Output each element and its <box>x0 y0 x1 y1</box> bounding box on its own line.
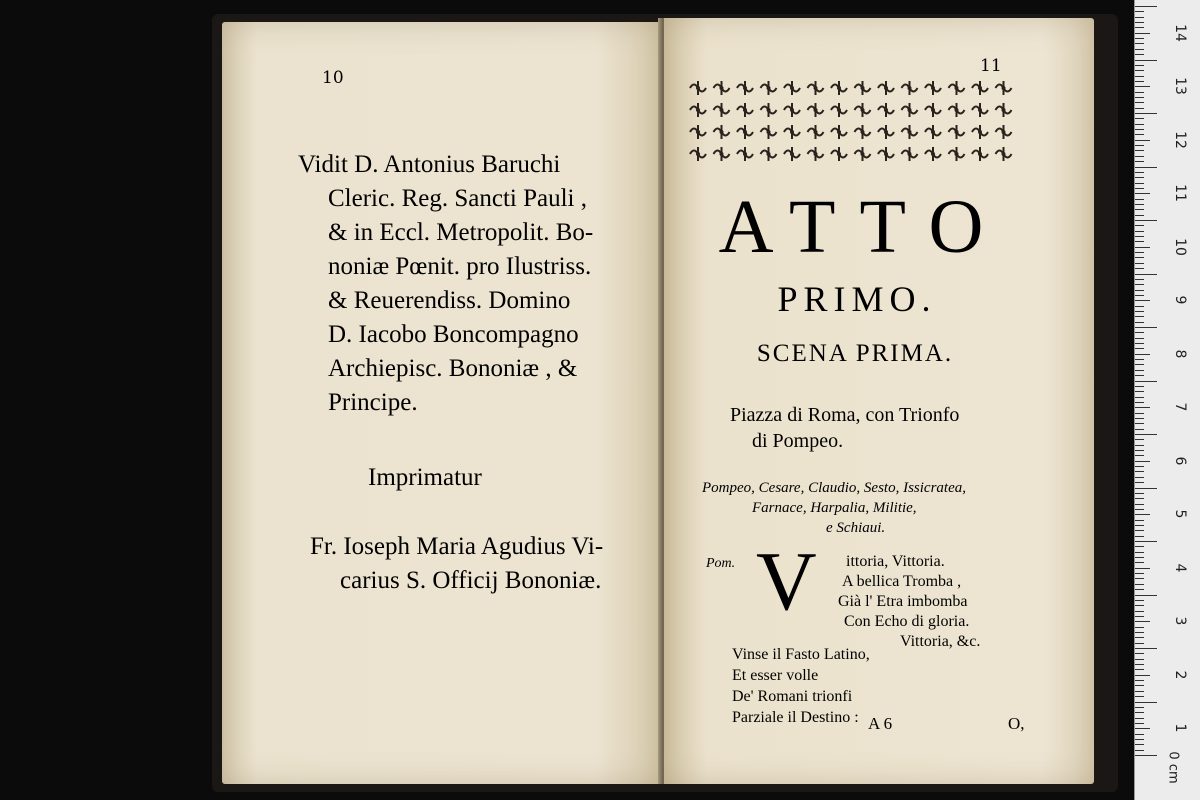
ruler-tick <box>1135 536 1144 537</box>
ruler-tick <box>1135 220 1157 221</box>
ruler-tick <box>1135 504 1144 505</box>
ruler-tick <box>1135 316 1144 317</box>
fleuron-dot <box>837 130 841 134</box>
page-number-right: 11 <box>980 56 1002 76</box>
ruler-tick <box>1135 498 1144 499</box>
ruler-tick <box>1135 702 1157 703</box>
fleuron-dot <box>1002 86 1006 90</box>
ruler-tick <box>1135 573 1144 574</box>
ruler-tick <box>1135 685 1144 686</box>
ruler-tick <box>1135 418 1144 419</box>
ruler-tick <box>1135 397 1144 398</box>
drop-cap: V <box>756 535 817 628</box>
approbation-line: Archiepisc. Bononiæ , & <box>328 355 578 382</box>
fleuron-dot <box>837 108 841 112</box>
ruler-label: 4 <box>1172 563 1188 573</box>
fleuron-dot <box>1002 130 1006 134</box>
ruler-tick <box>1135 370 1144 371</box>
act-title: ATTO <box>718 185 1008 269</box>
ruler-tick <box>1135 338 1144 339</box>
verse-line: ittoria, Vittoria. <box>846 553 945 570</box>
fleuron-dot <box>743 86 747 90</box>
ruler-tick <box>1135 750 1144 751</box>
ruler-tick <box>1135 664 1144 665</box>
ruler-tick <box>1135 359 1144 360</box>
ruler-tick <box>1135 183 1144 184</box>
ruler-tick <box>1135 124 1144 125</box>
ruler-label: 14 <box>1172 23 1188 42</box>
verse-line: Vinse il Fasto Latino, <box>732 646 870 663</box>
fleuron-dot <box>720 108 724 112</box>
ruler-tick <box>1135 76 1144 77</box>
verse-stanza-1 <box>838 552 980 652</box>
ruler-tick <box>1135 429 1144 430</box>
fleuron-dot <box>767 86 771 90</box>
ruler-tick <box>1135 86 1150 87</box>
ruler-tick <box>1135 306 1144 307</box>
ruler-tick <box>1135 627 1144 628</box>
ruler-tick <box>1135 616 1144 617</box>
imprimatur-heading: Imprimatur <box>368 464 482 491</box>
fleuron-dot <box>955 108 959 112</box>
ruler-tick <box>1135 300 1150 301</box>
ruler-tick <box>1135 632 1144 633</box>
ruler-tick <box>1135 471 1144 472</box>
ruler-tick <box>1135 49 1144 50</box>
speaker-label: Pom. <box>706 556 736 571</box>
fleuron-dot <box>720 130 724 134</box>
approbation-line: Vidit D. Antonius Baruchi <box>298 151 561 178</box>
ruler-tick <box>1135 54 1144 55</box>
fleuron-dot <box>696 108 700 112</box>
fleuron-dot <box>861 108 865 112</box>
ruler-tick <box>1135 327 1157 328</box>
ruler-tick <box>1135 434 1157 435</box>
ruler-tick <box>1135 488 1157 489</box>
fleuron-dot <box>908 108 912 112</box>
ruler-tick <box>1135 386 1144 387</box>
fleuron-dot <box>884 152 888 156</box>
ruler-tick <box>1135 113 1157 114</box>
ruler-tick <box>1135 27 1144 28</box>
ruler-tick <box>1135 284 1144 285</box>
ruler-tick <box>1135 578 1144 579</box>
fleuron-dot <box>696 152 700 156</box>
ruler-tick <box>1135 225 1144 226</box>
verse-line: Già l' Etra imbomba <box>838 593 968 610</box>
ruler-tick <box>1135 33 1150 34</box>
fleuron-dot <box>931 152 935 156</box>
fleuron-dot <box>743 130 747 134</box>
ruler-tick <box>1135 290 1144 291</box>
ruler-label: 6 <box>1172 456 1188 466</box>
ruler-tick <box>1135 691 1144 692</box>
fleuron-dot <box>955 152 959 156</box>
ruler-tick <box>1135 402 1144 403</box>
ruler-tick <box>1135 150 1144 151</box>
ruler-tick <box>1135 728 1150 729</box>
approbation-line: Principe. <box>328 389 418 416</box>
ruler-tick <box>1135 744 1144 745</box>
ruler-tick <box>1135 723 1144 724</box>
ruler-label: 5 <box>1172 509 1188 519</box>
ruler-tick <box>1135 145 1144 146</box>
approbation-line: Cleric. Reg. Sancti Pauli , <box>328 185 587 212</box>
ruler-label: 7 <box>1172 402 1188 412</box>
ruler-tick <box>1135 102 1144 103</box>
ruler-tick <box>1135 43 1144 44</box>
fleuron-dot <box>767 108 771 112</box>
ruler-tick <box>1135 680 1144 681</box>
ruler-tick <box>1135 38 1144 39</box>
ruler-tick <box>1135 257 1144 258</box>
fleuron-dot <box>884 108 888 112</box>
ruler-tick <box>1135 11 1144 12</box>
setting-line: Piazza di Roma, con Trionfo <box>730 404 960 426</box>
scene-title: SCENA PRIMA. <box>756 340 954 367</box>
fleuron-dot <box>931 130 935 134</box>
fleuron-dot <box>814 130 818 134</box>
page-number-left: 10 <box>322 68 344 88</box>
ruler-tick <box>1135 177 1144 178</box>
ruler-tick <box>1135 739 1144 740</box>
ruler-tick <box>1135 445 1144 446</box>
ruler-tick <box>1135 621 1150 622</box>
ruler-tick <box>1135 493 1144 494</box>
ruler-tick <box>1135 108 1144 109</box>
approbation-text <box>298 148 593 420</box>
verse-line: Parziale il Destino : <box>732 709 859 726</box>
fleuron-dot <box>908 86 912 90</box>
ruler-tick <box>1135 734 1144 735</box>
ruler-tick <box>1135 659 1144 660</box>
ruler-tick <box>1135 322 1144 323</box>
cast-line: e Schiaui. <box>826 520 886 536</box>
fleuron-dot <box>696 86 700 90</box>
ruler-tick <box>1135 391 1144 392</box>
ruler-tick <box>1135 541 1157 542</box>
ruler-tick <box>1135 193 1150 194</box>
ruler-tick <box>1135 589 1144 590</box>
ruler-tick <box>1135 268 1144 269</box>
approbation-line: noniæ Pœnit. pro Ilustriss. <box>328 253 592 280</box>
ruler-tick <box>1135 140 1150 141</box>
ruler-tick <box>1135 129 1144 130</box>
ruler-tick <box>1135 263 1144 264</box>
ruler-tick <box>1135 568 1150 569</box>
ruler-tick <box>1135 381 1157 382</box>
fleuron-dot <box>743 108 747 112</box>
ruler-tick <box>1135 311 1144 312</box>
ruler-tick <box>1135 466 1144 467</box>
ruler-tick <box>1135 348 1144 349</box>
ruler-tick <box>1135 17 1144 18</box>
ruler-tick <box>1135 643 1144 644</box>
ruler-tick <box>1135 407 1150 408</box>
ruler-tick <box>1135 92 1144 93</box>
ruler-tick <box>1135 423 1144 424</box>
printer-signature-mark: A 6 <box>868 714 893 733</box>
fleuron-dot <box>814 108 818 112</box>
fleuron-dot <box>1002 108 1006 112</box>
fleuron-dot <box>767 152 771 156</box>
ruler-label: 9 <box>1172 295 1188 305</box>
verse-stanza-2 <box>732 644 870 728</box>
ruler-tick <box>1135 637 1144 638</box>
ruler-tick <box>1135 455 1144 456</box>
ruler-tick <box>1135 241 1144 242</box>
cast-list <box>702 478 1042 538</box>
verse-line: Et esser volle <box>732 667 819 684</box>
ruler-tick <box>1135 60 1157 61</box>
ruler-tick <box>1135 247 1150 248</box>
ruler-tick <box>1135 97 1144 98</box>
ruler-tick <box>1135 557 1144 558</box>
fleuron-dot <box>978 86 982 90</box>
ruler-tick <box>1135 450 1144 451</box>
ruler-tick <box>1135 755 1157 756</box>
ruler-tick <box>1135 600 1144 601</box>
ruler-tick <box>1135 509 1144 510</box>
fleuron-dot <box>978 108 982 112</box>
ruler-tick <box>1135 552 1144 553</box>
ruler-tick <box>1135 707 1144 708</box>
fleuron-dot <box>861 86 865 90</box>
verse-line: Con Echo di gloria. <box>844 613 970 630</box>
fleuron-dot <box>720 152 724 156</box>
ruler-tick <box>1135 364 1144 365</box>
ruler-label: 13 <box>1172 77 1188 96</box>
ruler-tick <box>1135 279 1144 280</box>
ruler-tick <box>1135 611 1144 612</box>
ruler-label: 12 <box>1172 130 1188 149</box>
ruler-tick <box>1135 712 1144 713</box>
ruler-tick <box>1135 525 1144 526</box>
ruler-tick <box>1135 530 1144 531</box>
ruler-tick <box>1135 231 1144 232</box>
ruler-label: 3 <box>1172 616 1188 626</box>
ruler-tick <box>1135 209 1144 210</box>
ruler-tick <box>1135 134 1144 135</box>
ruler-label: 1 <box>1172 723 1188 733</box>
fleuron-dot <box>767 130 771 134</box>
ruler-tick <box>1135 343 1144 344</box>
signature-line: carius S. Officij Bononiæ. <box>340 567 602 594</box>
fleuron-dot <box>861 130 865 134</box>
ruler-tick <box>1135 413 1144 414</box>
imprimatur-signature <box>310 530 603 598</box>
ruler-tick <box>1135 546 1144 547</box>
fleuron-dot <box>814 86 818 90</box>
ruler-tick <box>1135 482 1144 483</box>
fleuron-dot <box>908 152 912 156</box>
approbation-line: & Reuerendiss. Domino <box>328 287 571 314</box>
fleuron-dot <box>814 152 818 156</box>
ruler-tick <box>1135 236 1144 237</box>
ruler-tick <box>1135 375 1144 376</box>
ruler-tick <box>1135 172 1144 173</box>
fleuron-dot <box>837 86 841 90</box>
ruler-tick <box>1135 696 1144 697</box>
ruler-tick <box>1135 204 1144 205</box>
ruler-tick <box>1135 274 1157 275</box>
ruler-tick <box>1135 354 1150 355</box>
ruler-tick <box>1135 70 1144 71</box>
fleuron-dot <box>790 130 794 134</box>
ruler-tick <box>1135 605 1144 606</box>
scene-setting <box>730 402 1010 454</box>
fleuron-dot <box>743 152 747 156</box>
ruler-tick <box>1135 669 1144 670</box>
approbation-line: & in Eccl. Metropolit. Bo- <box>328 219 594 246</box>
fleuron-dot <box>955 130 959 134</box>
ruler-tick <box>1135 514 1150 515</box>
verse-line: De' Romani trionfi <box>732 688 853 705</box>
fleuron-dot <box>908 130 912 134</box>
fleuron-dot <box>931 108 935 112</box>
cast-line: Pompeo, Cesare, Claudio, Sesto, Issicratea, <box>702 480 967 496</box>
cast-line: Farnace, Harpalia, Militie, <box>752 500 917 516</box>
ruler-tick <box>1135 295 1144 296</box>
fleuron-dot <box>884 86 888 90</box>
fleuron-dot <box>955 86 959 90</box>
ruler-label: 10 <box>1172 237 1188 256</box>
ruler-label: 8 <box>1172 349 1188 359</box>
ruler-tick <box>1135 65 1144 66</box>
verse-line: A bellica Tromba , <box>842 573 962 590</box>
setting-line: di Pompeo. <box>752 430 844 452</box>
ruler-tick <box>1135 118 1144 119</box>
ruler-tick <box>1135 81 1144 82</box>
ruler-tick <box>1135 595 1157 596</box>
ruler-tick <box>1135 461 1150 462</box>
fleuron-dot <box>978 130 982 134</box>
ruler-label: 11 <box>1172 184 1188 203</box>
fleuron-dot <box>861 152 865 156</box>
fleuron-dot <box>837 152 841 156</box>
ruler-tick <box>1135 584 1144 585</box>
fleuron-dot <box>1002 152 1006 156</box>
ornamental-header-band <box>688 76 1022 166</box>
fleuron-dot <box>696 130 700 134</box>
ruler-tick <box>1135 156 1144 157</box>
fleuron-dot <box>931 86 935 90</box>
signature-line: Fr. Ioseph Maria Agudius Vi- <box>310 533 604 560</box>
ruler-tick <box>1135 520 1144 521</box>
measurement-ruler <box>1134 0 1200 800</box>
ruler-tick <box>1135 653 1144 654</box>
fleuron-dot <box>720 86 724 90</box>
fleuron-dot <box>790 152 794 156</box>
ruler-tick <box>1135 188 1144 189</box>
catchword: O, <box>1008 714 1025 733</box>
ruler-tick <box>1135 477 1144 478</box>
verse-line: Vittoria, &c. <box>900 633 981 650</box>
ruler-tick <box>1135 161 1144 162</box>
ruler-tick <box>1135 562 1144 563</box>
fleuron-dot <box>978 152 982 156</box>
ruler-label: 2 <box>1172 670 1188 680</box>
ruler-tick <box>1135 675 1150 676</box>
ruler-tick <box>1135 439 1144 440</box>
ruler-tick <box>1135 332 1144 333</box>
fleuron-dot <box>790 108 794 112</box>
ruler-tick <box>1135 199 1144 200</box>
ruler-tick <box>1135 252 1144 253</box>
ruler-tick <box>1135 648 1157 649</box>
ruler-tick <box>1135 215 1144 216</box>
approbation-line: D. Iacobo Boncompagno <box>328 321 579 348</box>
fleuron-dot <box>790 86 794 90</box>
ruler-tick <box>1135 167 1157 168</box>
fleuron-dot <box>884 130 888 134</box>
ruler-tick <box>1135 22 1144 23</box>
ruler-tick <box>1135 718 1144 719</box>
act-number: PRIMO. <box>777 279 937 319</box>
ruler-tick <box>1135 6 1157 7</box>
ruler-unit: 0 cm <box>1165 751 1181 784</box>
